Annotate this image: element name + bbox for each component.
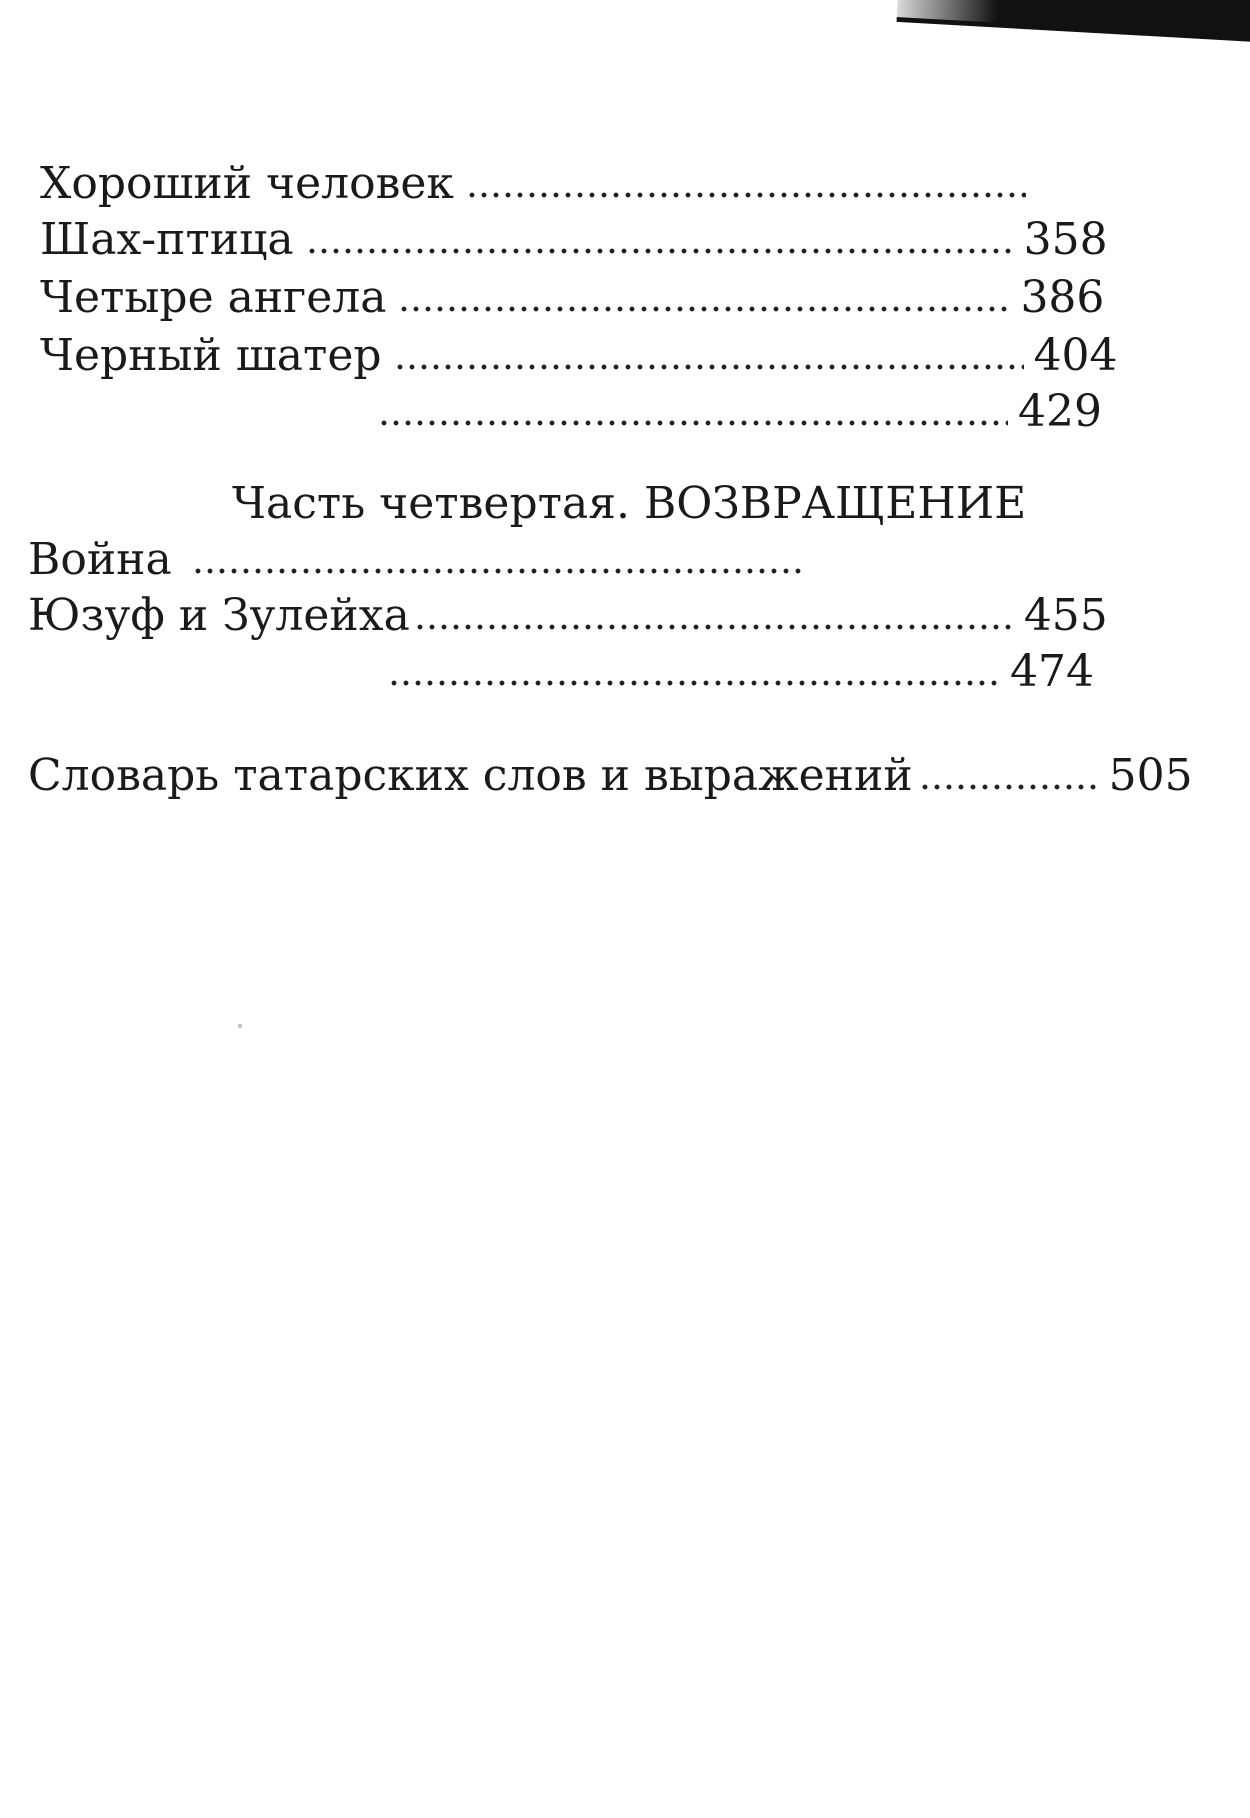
page-number: 386: [1020, 272, 1105, 323]
dot-leader: [466, 192, 1026, 198]
entry-title-text: Хороший человек: [40, 158, 454, 209]
entry-title-text: Черный шатер: [40, 330, 382, 381]
dot-leader: [306, 248, 1014, 254]
entry-title-text: Юзуф и Зулейха: [28, 590, 410, 641]
page-number: 455: [1023, 590, 1108, 641]
dot-leader: [919, 784, 1099, 790]
dot-leader: [414, 624, 1014, 630]
toc-entry-page-row: [388, 646, 1094, 698]
dot-leader: [388, 680, 1000, 686]
entry-title-text: Словарь татарских слов и выражений: [28, 750, 913, 801]
scan-speck: [238, 1024, 242, 1028]
toc-entry-page-row: [378, 386, 1102, 438]
toc-entry-title: [40, 158, 1026, 210]
part-heading: [232, 478, 1026, 530]
page-number: 474: [1010, 646, 1094, 697]
toc-entry-page-row: [40, 272, 1104, 324]
page-number: 505: [1108, 750, 1193, 801]
entry-title-text: Шах-птица: [40, 214, 294, 265]
part-heading-label: Часть четвертая.: [232, 478, 630, 529]
toc-entry-page-row: [28, 590, 1108, 642]
dot-leader: [398, 306, 1010, 312]
toc-entry-page-row: [40, 214, 1108, 266]
page-number: 404: [1033, 330, 1118, 381]
entry-title-text: Война: [28, 534, 172, 585]
toc-entry-page-row: [28, 750, 1193, 802]
dot-leader: [394, 364, 1024, 370]
toc-entry-page-row: [40, 330, 1118, 382]
page-number: 358: [1023, 214, 1108, 265]
dot-leader: [192, 568, 804, 574]
toc-entry-title: [28, 534, 804, 586]
part-heading-title: ВОЗВРАЩЕНИЕ: [643, 478, 1027, 529]
page-number: 429: [1018, 386, 1102, 437]
entry-title-text: Четыре ангела: [40, 272, 387, 323]
dot-leader: [378, 420, 1008, 426]
